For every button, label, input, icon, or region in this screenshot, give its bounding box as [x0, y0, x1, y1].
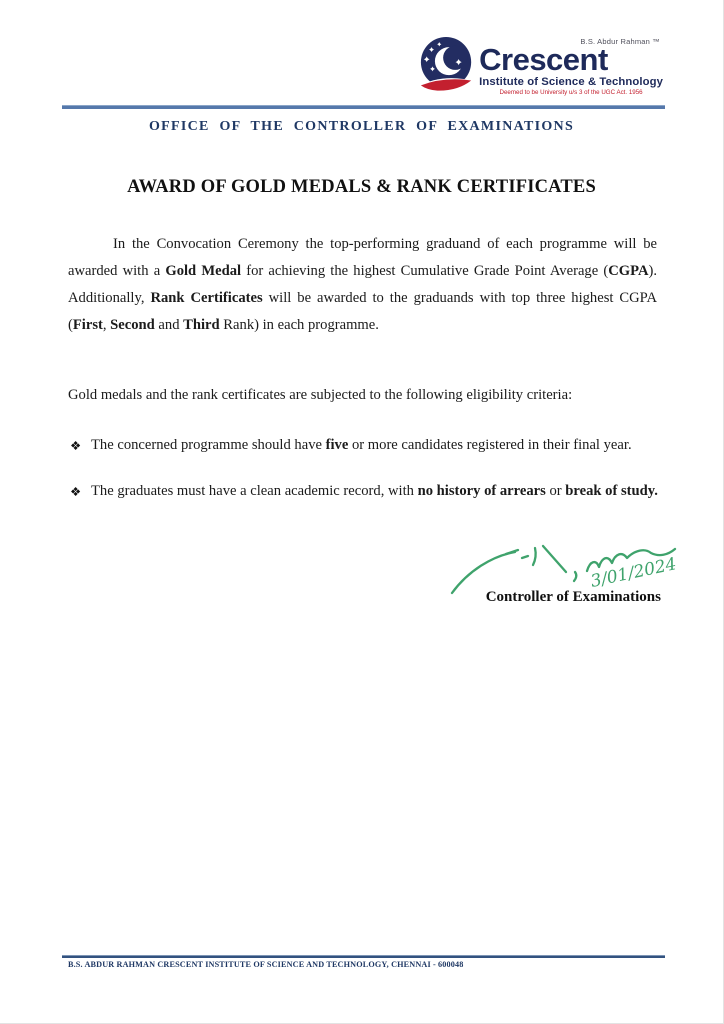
crescent-emblem-icon [418, 37, 476, 95]
list-item [70, 437, 662, 456]
bullet-diamond-icon: ❖ [70, 485, 82, 499]
logo-text-block [479, 37, 663, 96]
intro-paragraph: In the Convocation Ceremony the top-performing graduand of each programme will be awarded with a Gold Medal for achieving the highest Cumulative Grade Point Average (CGPA). Additionally, Rank Certificates will be awarded to the graduands with top three highest CGPA (First, Second and Third Rank) in each programme. [68, 236, 658, 333]
criteria-intro: Gold medals and the rank certificates are subjected to the following eligibility criteria: [68, 387, 573, 403]
logo-tagline: Deemed to be University u/s 3 of the UGC Act. 1956 [499, 88, 643, 96]
signatory-title: Controller of Examinations [485, 589, 661, 605]
footer-divider [62, 955, 665, 958]
list-item-text: The graduates must have a clean academic record, with no history of arrears or break of study. [91, 483, 658, 499]
bullet-diamond-icon: ❖ [70, 439, 82, 453]
list-item-text: The concerned programme should have five or more candidates registered in their final year. [91, 437, 632, 453]
logo-trademark: B.S. Abdur Rahman ™ [580, 37, 660, 46]
logo-name: Crescent [479, 42, 608, 77]
list-item [70, 483, 662, 502]
footer-institution-text: B.S. ABDUR RAHMAN CRESCENT INSTITUTE OF SCIENCE AND TECHNOLOGY, CHENNAI - 600048 [68, 960, 464, 969]
header-divider [62, 105, 665, 109]
institution-logo [418, 37, 663, 96]
signature-date: 3/01/2024 [588, 554, 679, 592]
office-heading: OFFICE OF THE CONTROLLER OF EXAMINATIONS [148, 119, 575, 134]
logo-subtitle: Institute of Science & Technology [479, 75, 663, 88]
page-title: AWARD OF GOLD MEDALS & RANK CERTIFICATES [127, 177, 596, 197]
